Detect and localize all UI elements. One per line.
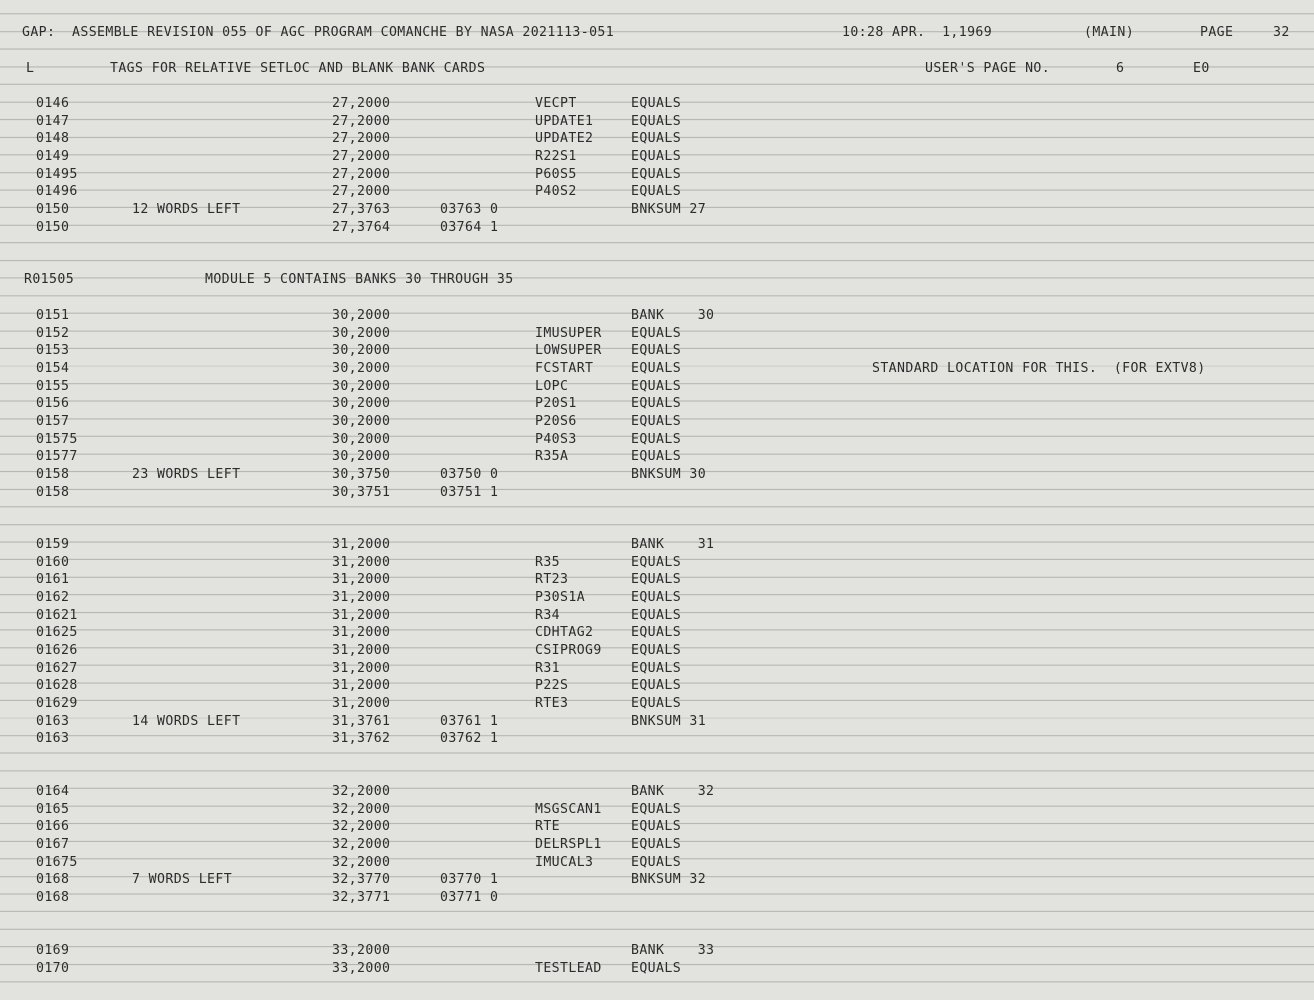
line-location: 31,2000 bbox=[332, 590, 391, 605]
line-operation: EQUALS bbox=[631, 431, 682, 447]
module-note-id: R01505 bbox=[24, 272, 75, 287]
line-operation: EQUALS bbox=[631, 960, 682, 976]
listing-line bbox=[0, 625, 1314, 641]
listing-line bbox=[0, 555, 1314, 571]
listing-line bbox=[0, 131, 1314, 147]
line-label: R22S1 bbox=[535, 148, 577, 164]
line-label: P20S1 bbox=[535, 396, 577, 412]
line-location: 30,2000 bbox=[332, 431, 391, 447]
line-operation: BNKSUM 30 bbox=[631, 466, 707, 482]
line-operation: EQUALS bbox=[631, 449, 682, 465]
page-number: 32 bbox=[1273, 25, 1290, 40]
line-label: UPDATE2 bbox=[535, 131, 594, 147]
line-operation: EQUALS bbox=[631, 819, 682, 835]
listing-line bbox=[0, 784, 1314, 800]
listing-line bbox=[0, 343, 1314, 359]
line-label: R35A bbox=[535, 449, 569, 465]
line-location: 30,2000 bbox=[332, 396, 391, 412]
listing-line bbox=[0, 819, 1314, 835]
line-octal-value: 03761 1 bbox=[440, 713, 499, 729]
line-label: R31 bbox=[535, 660, 561, 676]
line-operation: EQUALS bbox=[631, 131, 682, 147]
line-sequence: 0148 bbox=[36, 131, 70, 147]
line-location: 30,2000 bbox=[332, 325, 391, 341]
line-location: 33,2000 bbox=[332, 943, 391, 958]
line-sequence: 0151 bbox=[36, 308, 70, 323]
line-operation: EQUALS bbox=[631, 695, 682, 711]
listing-line bbox=[0, 114, 1314, 130]
line-operation: BANK 30 bbox=[631, 308, 715, 323]
line-label: LOPC bbox=[535, 378, 569, 394]
listing-line bbox=[0, 167, 1314, 183]
line-label: P40S2 bbox=[535, 184, 577, 200]
line-operation: EQUALS bbox=[631, 642, 682, 658]
line-location: 31,2000 bbox=[332, 660, 391, 676]
line-sequence: 01496 bbox=[36, 184, 78, 200]
users-page-label: USER'S PAGE NO. bbox=[925, 61, 1051, 76]
line-location: 27,2000 bbox=[332, 166, 391, 182]
line-label: CSIPROG9 bbox=[535, 642, 602, 658]
listing-line bbox=[0, 661, 1314, 677]
listing-line bbox=[0, 890, 1314, 906]
line-sequence: 0158 bbox=[36, 466, 70, 482]
listing-line bbox=[0, 855, 1314, 871]
line-location: 31,2000 bbox=[332, 607, 391, 623]
line-sequence: 0163 bbox=[36, 713, 70, 729]
line-sequence: 01627 bbox=[36, 660, 78, 676]
listing-line bbox=[0, 590, 1314, 606]
line-location: 33,2000 bbox=[332, 960, 391, 976]
line-label: TESTLEAD bbox=[535, 960, 602, 976]
line-sequence: 0160 bbox=[36, 554, 70, 570]
line-sequence: 0150 bbox=[36, 201, 70, 217]
line-location: 27,2000 bbox=[332, 148, 391, 164]
line-location: 31,3762 bbox=[332, 731, 391, 747]
line-location: 31,2000 bbox=[332, 678, 391, 694]
assembly-timestamp: 10:28 APR. 1,1969 bbox=[842, 25, 993, 40]
listing-line bbox=[0, 184, 1314, 200]
line-operation: EQUALS bbox=[631, 625, 682, 641]
line-sequence: 0170 bbox=[36, 960, 70, 976]
line-location: 30,2000 bbox=[332, 378, 391, 394]
line-operation: BNKSUM 31 bbox=[631, 713, 707, 729]
listing-line bbox=[0, 537, 1314, 553]
line-location: 32,3770 bbox=[332, 872, 391, 888]
line-location: 27,3764 bbox=[332, 219, 391, 235]
line-location: 30,2000 bbox=[332, 360, 391, 376]
listing-line bbox=[0, 608, 1314, 624]
listing-line bbox=[0, 467, 1314, 483]
line-operation: BANK 32 bbox=[631, 784, 715, 799]
line-label: R34 bbox=[535, 607, 561, 623]
line-octal-value: 03763 0 bbox=[440, 201, 499, 217]
module-note bbox=[0, 272, 1314, 288]
line-label: RT23 bbox=[535, 572, 569, 588]
listing-line bbox=[0, 572, 1314, 588]
listing-flag: L bbox=[26, 61, 35, 76]
line-label: LOWSUPER bbox=[535, 343, 602, 359]
line-label: CDHTAG2 bbox=[535, 625, 594, 641]
listing-line bbox=[0, 414, 1314, 430]
line-label: UPDATE1 bbox=[535, 113, 594, 129]
line-label: P40S3 bbox=[535, 431, 577, 447]
listing-line bbox=[0, 379, 1314, 395]
line-location: 31,2000 bbox=[332, 625, 391, 641]
line-sequence: 0147 bbox=[36, 113, 70, 129]
line-label: FCSTART bbox=[535, 360, 594, 376]
listing-line bbox=[0, 714, 1314, 730]
module-note-text: MODULE 5 CONTAINS BANKS 30 THROUGH 35 bbox=[205, 272, 514, 287]
listing-line bbox=[0, 678, 1314, 694]
line-sequence: 01621 bbox=[36, 607, 78, 623]
listing-line bbox=[0, 485, 1314, 501]
line-label: P30S1A bbox=[535, 590, 586, 605]
line-sequence: 0162 bbox=[36, 590, 70, 605]
line-sequence: 01628 bbox=[36, 678, 78, 694]
line-sequence: 0167 bbox=[36, 837, 70, 852]
listing-line bbox=[0, 361, 1314, 377]
line-location: 27,2000 bbox=[332, 113, 391, 129]
listing-line bbox=[0, 220, 1314, 236]
section-title: TAGS FOR RELATIVE SETLOC AND BLANK BANK CARDS bbox=[110, 61, 486, 76]
line-operation: BNKSUM 27 bbox=[631, 201, 707, 217]
line-location: 31,2000 bbox=[332, 537, 391, 552]
line-operation: EQUALS bbox=[631, 166, 682, 182]
listing-line bbox=[0, 802, 1314, 818]
line-location: 27,2000 bbox=[332, 184, 391, 200]
line-location: 30,2000 bbox=[332, 308, 391, 323]
line-location: 30,3750 bbox=[332, 466, 391, 482]
line-operation: EQUALS bbox=[631, 590, 682, 605]
line-octal-value: 03771 0 bbox=[440, 889, 499, 905]
line-octal-value: 03762 1 bbox=[440, 731, 499, 747]
line-location: 32,3771 bbox=[332, 889, 391, 905]
line-remark: 7 WORDS LEFT bbox=[132, 872, 233, 888]
line-location: 32,2000 bbox=[332, 819, 391, 835]
line-sequence: 0156 bbox=[36, 396, 70, 412]
line-sequence: 01495 bbox=[36, 166, 78, 182]
line-location: 30,2000 bbox=[332, 413, 391, 429]
line-sequence: 0149 bbox=[36, 148, 70, 164]
listing-line bbox=[0, 696, 1314, 712]
line-sequence: 0157 bbox=[36, 413, 70, 429]
line-location: 32,2000 bbox=[332, 801, 391, 817]
line-location: 30,2000 bbox=[332, 343, 391, 359]
line-sequence: 01629 bbox=[36, 695, 78, 711]
line-label: IMUSUPER bbox=[535, 325, 602, 341]
line-label: DELRSPL1 bbox=[535, 837, 602, 852]
line-comment: STANDARD LOCATION FOR THIS. (FOR EXTV8) bbox=[872, 360, 1206, 376]
line-operation: BNKSUM 32 bbox=[631, 872, 707, 888]
listing-line bbox=[0, 872, 1314, 888]
line-operation: EQUALS bbox=[631, 96, 682, 111]
line-location: 31,2000 bbox=[332, 642, 391, 658]
line-operation: EQUALS bbox=[631, 554, 682, 570]
page-label: PAGE bbox=[1200, 25, 1234, 40]
line-operation: EQUALS bbox=[631, 801, 682, 817]
line-location: 31,2000 bbox=[332, 695, 391, 711]
main-label: (MAIN) bbox=[1084, 25, 1135, 40]
line-label: RTE bbox=[535, 819, 561, 835]
line-sequence: 0166 bbox=[36, 819, 70, 835]
users-page-number: 6 bbox=[1116, 61, 1125, 76]
section-header bbox=[0, 61, 1314, 77]
line-location: 31,2000 bbox=[332, 554, 391, 570]
line-location: 32,2000 bbox=[332, 854, 391, 870]
listing-line bbox=[0, 837, 1314, 853]
line-location: 31,3761 bbox=[332, 713, 391, 729]
line-remark: 23 WORDS LEFT bbox=[132, 466, 241, 482]
listing-line bbox=[0, 449, 1314, 465]
line-operation: EQUALS bbox=[631, 325, 682, 341]
line-operation: EQUALS bbox=[631, 184, 682, 200]
line-sequence: 0146 bbox=[36, 96, 70, 111]
line-octal-value: 03751 1 bbox=[440, 484, 499, 500]
line-location: 32,2000 bbox=[332, 784, 391, 799]
line-sequence: 0165 bbox=[36, 801, 70, 817]
line-sequence: 0169 bbox=[36, 943, 70, 958]
assembly-title: GAP: ASSEMBLE REVISION 055 OF AGC PROGRAM COMANCHE BY NASA 2021113-051 bbox=[22, 25, 615, 40]
line-label: MSGSCAN1 bbox=[535, 801, 602, 817]
line-label: P60S5 bbox=[535, 166, 577, 182]
line-sequence: 01575 bbox=[36, 431, 78, 447]
listing-line bbox=[0, 396, 1314, 412]
line-location: 27,2000 bbox=[332, 96, 391, 111]
listing-line bbox=[0, 731, 1314, 747]
line-octal-value: 03750 0 bbox=[440, 466, 499, 482]
line-operation: BANK 33 bbox=[631, 943, 715, 958]
line-sequence: 0153 bbox=[36, 343, 70, 359]
line-operation: EQUALS bbox=[631, 360, 682, 376]
line-label: VECPT bbox=[535, 96, 577, 111]
line-sequence: 01675 bbox=[36, 854, 78, 870]
line-sequence: 0158 bbox=[36, 484, 70, 500]
listing-line bbox=[0, 202, 1314, 218]
line-sequence: 0168 bbox=[36, 889, 70, 905]
line-operation: EQUALS bbox=[631, 572, 682, 588]
line-octal-value: 03770 1 bbox=[440, 872, 499, 888]
line-location: 31,2000 bbox=[332, 572, 391, 588]
line-sequence: 0150 bbox=[36, 219, 70, 235]
line-sequence: 01577 bbox=[36, 449, 78, 465]
line-operation: EQUALS bbox=[631, 660, 682, 676]
line-sequence: 0154 bbox=[36, 360, 70, 376]
line-sequence: 0155 bbox=[36, 378, 70, 394]
line-sequence: 0163 bbox=[36, 731, 70, 747]
line-sequence: 0161 bbox=[36, 572, 70, 588]
line-operation: EQUALS bbox=[631, 413, 682, 429]
line-sequence: 0164 bbox=[36, 784, 70, 799]
line-location: 27,2000 bbox=[332, 131, 391, 147]
line-sequence: 0152 bbox=[36, 325, 70, 341]
listing-line bbox=[0, 149, 1314, 165]
listing-line bbox=[0, 308, 1314, 324]
line-operation: BANK 31 bbox=[631, 537, 715, 552]
line-operation: EQUALS bbox=[631, 678, 682, 694]
line-remark: 14 WORDS LEFT bbox=[132, 713, 241, 729]
line-label: IMUCAL3 bbox=[535, 854, 594, 870]
line-operation: EQUALS bbox=[631, 854, 682, 870]
line-operation: EQUALS bbox=[631, 343, 682, 359]
listing-line bbox=[0, 326, 1314, 342]
line-sequence: 01625 bbox=[36, 625, 78, 641]
line-operation: EQUALS bbox=[631, 148, 682, 164]
line-label: P20S6 bbox=[535, 413, 577, 429]
page-header bbox=[0, 25, 1314, 41]
line-location: 30,3751 bbox=[332, 484, 391, 500]
listing-line bbox=[0, 643, 1314, 659]
line-operation: EQUALS bbox=[631, 113, 682, 129]
line-label: P22S bbox=[535, 678, 569, 694]
line-remark: 12 WORDS LEFT bbox=[132, 201, 241, 217]
line-operation: EQUALS bbox=[631, 378, 682, 394]
line-location: 30,2000 bbox=[332, 449, 391, 465]
line-location: 32,2000 bbox=[332, 837, 391, 852]
listing-code: E0 bbox=[1193, 61, 1210, 76]
listing-line bbox=[0, 961, 1314, 977]
line-label: RTE3 bbox=[535, 695, 569, 711]
line-location: 27,3763 bbox=[332, 201, 391, 217]
line-operation: EQUALS bbox=[631, 396, 682, 412]
line-sequence: 0159 bbox=[36, 537, 70, 552]
listing-line bbox=[0, 432, 1314, 448]
line-sequence: 01626 bbox=[36, 642, 78, 658]
line-operation: EQUALS bbox=[631, 607, 682, 623]
line-label: R35 bbox=[535, 554, 561, 570]
listing-line bbox=[0, 943, 1314, 959]
line-operation: EQUALS bbox=[631, 837, 682, 852]
line-octal-value: 03764 1 bbox=[440, 219, 499, 235]
listing-line bbox=[0, 96, 1314, 112]
line-sequence: 0168 bbox=[36, 872, 70, 888]
